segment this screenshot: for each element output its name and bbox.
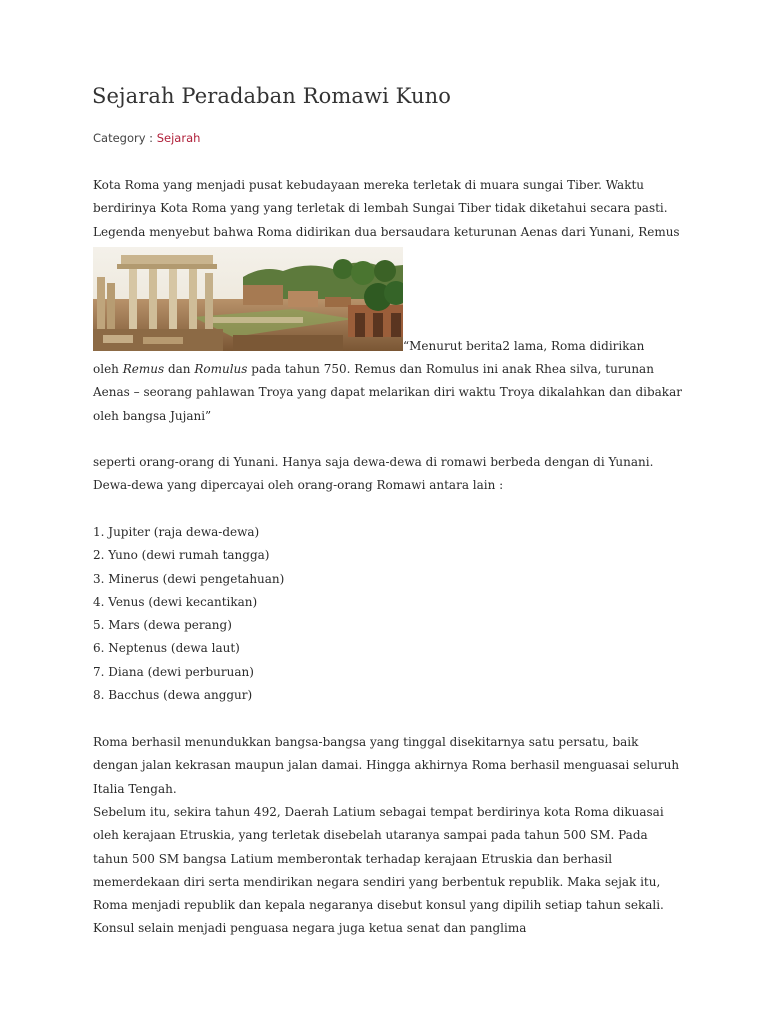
intro-text: Kota Roma yang menjadi pusat kebudayaan mereka terletak di muara sungai Tiber. Waktu berdirinya Kota Roma yang yang terletak di lembah Sungai Tiber tidak diketahui secara pasti. Legenda menyebut bahwa Roma didirikan dua bersaudara keturunan Aenas dari Yunani, Remus — [93, 178, 680, 239]
list-item: 7. Diana (dewi perburuan) — [93, 664, 254, 679]
category-line — [93, 131, 200, 145]
quote-remus: Remus — [122, 362, 165, 376]
quote-oleh: oleh — [93, 362, 123, 376]
latium-paragraph — [93, 801, 683, 941]
gods-list-block — [93, 521, 683, 707]
roman-forum-illustration — [93, 247, 403, 351]
list-item: 2. Yuno (dewi rumah tangga) — [93, 548, 270, 563]
gods-intro-paragraph — [93, 451, 683, 498]
quote-text — [93, 358, 683, 428]
roman-forum-image — [93, 247, 403, 351]
category-link[interactable]: Sejarah — [156, 131, 201, 145]
latium-text: Sebelum itu, sekira tahun 492, Daerah Latium sebagai tempat berdirinya kota Roma dikuasai oleh kerajaan Etruskia, yang terletak disebelah utaranya sampai pada tahun 500 SM. Pada tahun 500 SM bangsa Latium memberontak terhadap kerajaan Etruskia dan berhasil memerdekaan diri serta mendirikan negara sendiri yang berbentuk republik. Maka sejak itu, Roma menjadi republik dan kepala negaranya disebut konsul yang dipilih setiap tahun sekali. Konsul selain menjadi penguasa negara juga ketua senat dan panglima — [93, 805, 664, 936]
category-label: Category : — [93, 131, 157, 145]
list-item: 3. Minerus (dewi pengetahuan) — [93, 571, 285, 586]
quote-dan: dan — [164, 362, 195, 376]
quote-romulus: Romulus — [194, 362, 248, 376]
gods-intro-text: seperti orang-orang di Yunani. Hanya saja dewa-dewa di romawi berbeda dengan di Yunani. Dewa-dewa yang dipercayai oleh orang-orang Romawi antara lain : — [93, 455, 654, 493]
gods-list — [93, 521, 683, 707]
quote-rest: pada tahun 750. Remus dan Romulus ini anak Rhea silva, turunan Aenas – seorang pahlawan Troya yang dapat melarikan diri waktu Troya dikalahkan dan dibakar oleh bangsa Jujani” — [93, 362, 682, 423]
list-item: 8. Bacchus (dewa anggur) — [93, 688, 253, 703]
conquest-paragraph — [93, 731, 683, 801]
list-item: 4. Venus (dewi kecantikan) — [93, 594, 258, 609]
list-item: 1. Jupiter (raja dewa-dewa) — [93, 525, 260, 539]
article-title: Sejarah Peradaban Romawi Kuno — [92, 84, 451, 108]
conquest-text: Roma berhasil menundukkan bangsa-bangsa yang tinggal disekitarnya satu persatu, baik dengan jalan kekrasan maupun jalan damai. Hingga akhirnya Roma berhasil menguasai seluruh Italia Tengah. — [93, 735, 680, 796]
quote-first-line: “Menurut berita2 lama, Roma didirikan — [403, 339, 645, 353]
quote-paragraph — [93, 358, 683, 428]
list-item: 6. Neptenus (dewa laut) — [93, 641, 240, 656]
list-item: 5. Mars (dewa perang) — [93, 618, 232, 633]
